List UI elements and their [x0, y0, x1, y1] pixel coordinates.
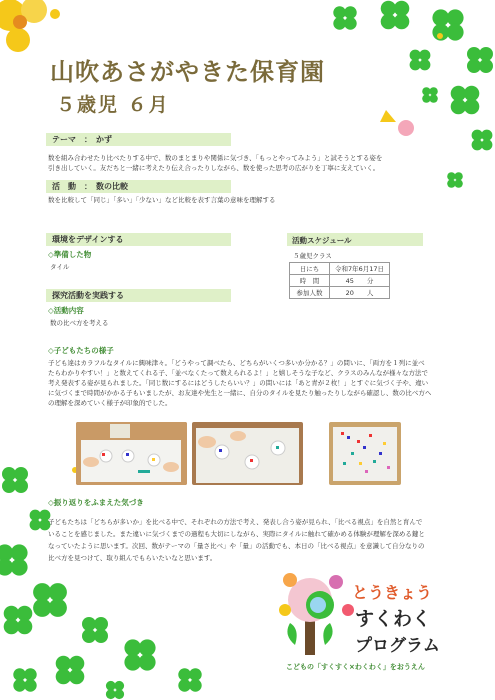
schedule-key: 時 間 — [290, 275, 330, 287]
activity-photo-3 — [329, 422, 401, 485]
children-line: たらわかりやすい！」と数えてくれる子、「並べなくたって数えられるよ！」と嬉しそうな子など、クラスのみんなが様々な方法で — [48, 369, 429, 377]
flower-icon — [0, 0, 60, 52]
table-row — [290, 275, 390, 287]
activity-content-heading: ◇活動内容 — [48, 306, 84, 315]
schedule-value: 20 人 — [330, 287, 390, 299]
reflection-line: 比べ方を見つけて、取り組んでもらいたいなと思います。 — [48, 554, 217, 562]
sukuwaku-logo-icon — [279, 573, 354, 655]
schedule-value: 45 分 — [330, 275, 390, 287]
activity-photo-2 — [192, 422, 303, 485]
environment-label: 環境をデザインする — [46, 233, 231, 246]
reflection-line: いることを感じました。また違いに気づくまでの過程も大切にしながら、実際にタイルに触れて確かめる体験が理解を深める鍵と — [48, 530, 425, 538]
children-line: に気づくまで時間がかかる子もいましたが、お友達や先生と一緒に、自分のタイルを見たり触ったりしながら確認し、数の比べ方へ — [48, 389, 432, 397]
schedule-table — [289, 262, 390, 299]
reflection-line: なっていたように思います。次回、数がテーマの「量さ比べ」や「量」の活動でも、本日の「比べる視点」を意識して自分なりの — [48, 542, 425, 550]
practice-label: 探究活動を実践する — [46, 289, 231, 302]
yellow-triangle-icon — [380, 110, 396, 122]
theme-label: テーマ ： かず — [46, 133, 231, 146]
theme-text-line2: 引き出していく。友だちと一緒に考えたり伝え合ったりしながら、数を使った思考の広がりを丁寧に支えていく。 — [48, 164, 380, 172]
children-line: 子ども達はカラフルなタイルに興味津々。「どうやって調べたら、どちらがいくつ多いか分かる？」の問いに、「両方を１列に並べ — [48, 359, 425, 367]
logo-line3: プログラム — [355, 636, 440, 656]
children-heading: ◇子どもたちの様子 — [48, 346, 114, 355]
prep-heading: ◇準備した物 — [48, 250, 92, 259]
prep-text: タイル — [50, 263, 70, 271]
schedule-value: 令和7年6月17日 — [330, 263, 390, 275]
activity-photo-1 — [76, 422, 187, 485]
logo-tagline: こどもの「すくすく×わくわく」をおうえん — [286, 663, 425, 671]
schedule-class: ５歳児クラス — [293, 252, 332, 260]
table-row — [290, 287, 390, 299]
logo-line2: すくわく — [355, 608, 432, 630]
pink-dot-icon — [398, 120, 414, 136]
children-line: の理解を深めていく様子が印象的でした。 — [48, 399, 172, 407]
theme-text-line1: 数を組み合わせたり比べたりする中で、数のまとまりや関係に気づき、「もっとやってみよう」と試そうとする姿を — [48, 154, 383, 162]
logo-line1: とうきょう — [352, 583, 433, 602]
children-line: 考え発表する姿が見られました。「同じ数にするにはどうしたらいい？」の問いには「あと青が２枚！」とすぐに気づく子や、違い — [48, 379, 429, 387]
schedule-key: 参加人数 — [290, 287, 330, 299]
schedule-label: 活動スケジュール — [287, 233, 423, 246]
page-subtitle: ５歳児 ６月 — [56, 94, 170, 116]
schedule-key: 日にち — [290, 263, 330, 275]
reflection-line: 子どもたちは「どちらが多いか」を比べる中で、それぞれの方法で考え、発表し合う姿が見られ、「比べる視点」を自然と育んで — [48, 518, 423, 526]
activity-label: 活 動 ： 数の比較 — [46, 180, 231, 193]
activity-text: 数を比較して「同じ」「多い」「少ない」など比較を表す言葉の意味を理解する — [48, 196, 276, 204]
table-row — [290, 263, 390, 275]
activity-content-text: 数の比べ方を考える — [50, 319, 109, 327]
reflection-heading: ◇振り返りをふまえた気づき — [48, 498, 144, 507]
page-title: 山吹あさがやきた保育園 — [50, 58, 325, 86]
